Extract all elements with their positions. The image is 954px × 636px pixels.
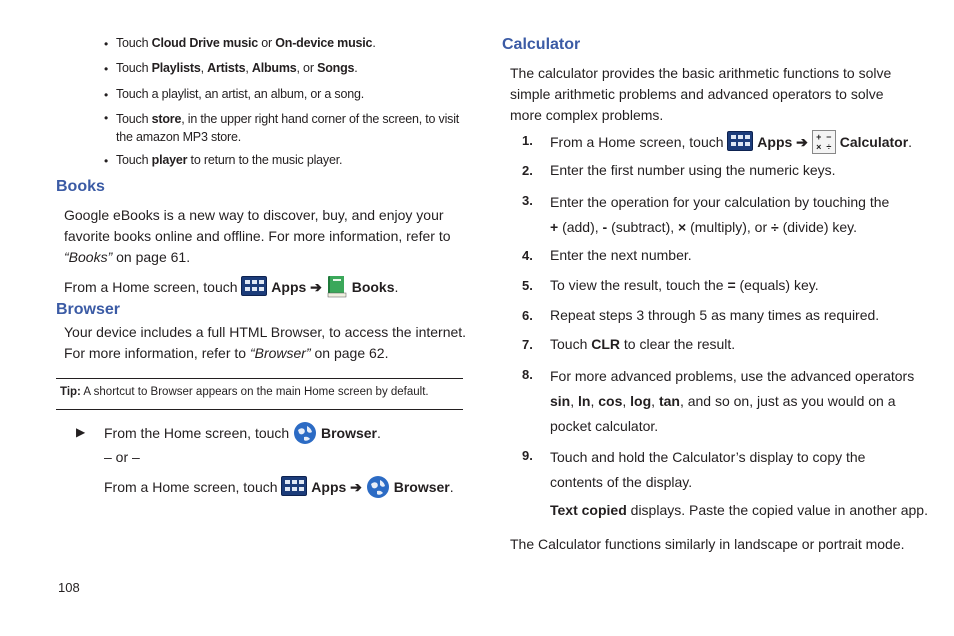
calc-step-9-note: Text copied displays. Paste the copied value in another app.: [550, 502, 928, 518]
apps-icon: [241, 276, 267, 296]
calc-step-4: Enter the next number.: [550, 247, 692, 263]
calculator-heading: Calculator: [502, 36, 581, 53]
calculator-closing: The Calculator functions similarly in landscape or portrait mode.: [510, 536, 905, 552]
browser-paragraph: Your device includes a full HTML Browser, to access the internet. For more information, refer to “Browser” on page 62.: [64, 324, 467, 361]
calc-step-7: Touch CLR to clear the result.: [550, 336, 736, 352]
bullet-dot: •: [104, 111, 109, 125]
step-number: 1.: [522, 133, 533, 148]
step-arrow-marker: ▶: [76, 425, 86, 439]
browser-globe-icon: [366, 475, 390, 499]
calc-step-1: From a Home screen, touch Apps ➔ + − × ÷ Calculator.: [550, 132, 913, 152]
bullet-1: Touch Cloud Drive music or On-device music.: [116, 36, 376, 50]
or-separator: – or –: [104, 449, 140, 465]
books-paragraph: Google eBooks is a new way to discover, buy, and enjoy your favorite books online and offline. For more information, refer to “Books” on page 61.: [64, 207, 451, 265]
browser-step-2: From a Home screen, touch Apps ➔ Browser.: [104, 475, 454, 499]
calc-step-9: Touch and hold the Calculator’s display to copy the contents of the display.: [550, 449, 866, 490]
bullet-dot: •: [104, 37, 109, 51]
apps-icon: [281, 476, 307, 496]
step-number: 6.: [522, 308, 533, 323]
bullet-dot: •: [104, 88, 109, 102]
tip-top-rule: [56, 378, 463, 379]
calc-step-5: To view the result, touch the = (equals) key.: [550, 277, 819, 293]
step-number: 5.: [522, 278, 533, 293]
calc-step-8: For more advanced problems, use the advanced operators sin, ln, cos, log, tan, and so on, just as you would on a pocket calculator.: [550, 368, 915, 434]
books-home-instruction: From a Home screen, touch Apps ➔ Books.: [64, 274, 398, 298]
books-icon: [326, 274, 348, 298]
page-number: 108: [58, 580, 80, 595]
calc-step-6: Repeat steps 3 through 5 as many times as required.: [550, 307, 880, 323]
step-number: 7.: [522, 337, 533, 352]
bullet-3: Touch a playlist, an artist, an album, or a song.: [116, 87, 364, 101]
bullet-5: Touch player to return to the music player.: [116, 153, 343, 167]
bullet-2: Touch Playlists, Artists, Albums, or Songs.: [116, 61, 358, 75]
tip-bottom-rule: [56, 409, 463, 410]
step-number: 4.: [522, 248, 533, 263]
browser-globe-icon: [293, 421, 317, 445]
calculator-icon: + − × ÷: [812, 130, 836, 154]
step-number: 9.: [522, 448, 533, 463]
bullet-dot: •: [104, 62, 109, 76]
bullet-4: Touch store, in the upper right hand corner of the screen, to visit the amazon MP3 store.: [116, 112, 460, 144]
calc-step-2: Enter the first number using the numeric keys.: [550, 162, 836, 178]
books-heading: Books: [56, 178, 105, 195]
step-number: 8.: [522, 367, 533, 382]
calc-step-3: Enter the operation for your calculation by touching the + (add), - (subtract), × (multiply), or ÷ (divide) key.: [550, 194, 890, 235]
step-number: 3.: [522, 193, 533, 208]
bullet-dot: •: [104, 154, 109, 168]
tip-note: Tip: A shortcut to Browser appears on the main Home screen by default.: [60, 386, 429, 398]
apps-icon: [727, 131, 753, 151]
calculator-intro: The calculator provides the basic arithmetic functions to solve simple arithmetic problems and advanced operators to solve more complex problems.: [510, 65, 892, 123]
browser-heading: Browser: [56, 301, 121, 318]
browser-step-1: From the Home screen, touch Browser.: [104, 421, 381, 445]
step-number: 2.: [522, 163, 533, 178]
